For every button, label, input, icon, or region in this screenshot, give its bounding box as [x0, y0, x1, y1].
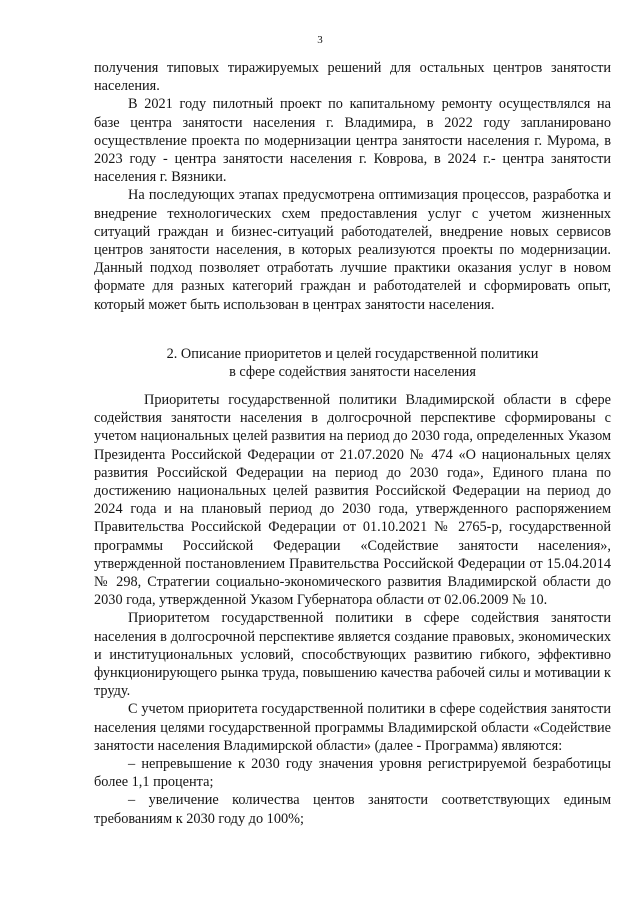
section-heading	[94, 345, 611, 381]
page-number: 3	[317, 34, 323, 46]
paragraph: На последующих этапах предусмотрена оптимизация процессов, разработка и внедрение технологических схем предоставления услуг с учетом жизненных ситуаций граждан и бизнес-ситуаций работодателей, внедрение новых сервисов центров занятости населения, в которых реализуются проекты по модернизации. Данный подход позволяет отработать лучшие практики оказания услуг в новом формате для разных категорий граждан и работодателей и сформировать опыт, который может быть использован в центрах занятости населения.	[94, 187, 611, 313]
paragraph: Приоритетом государственной политики в сфере содействия занятости населения в долгосрочной перспективе является создание правовых, экономических и институциональных условий, способствующих развитию гибкого, эффективно функционирующего рынка труда, повышению качества рабочей силы и мотивации к труду.	[94, 610, 611, 700]
paragraph: С учетом приоритета государственной политики в сфере содействия занятости населения целями государственной программы Владимирской области «Содействие занятости населения Владимирской области» (далее - Программа) являются:	[94, 701, 611, 754]
list-item: – увеличение количества центов занятости соответствующих единым требованиям к 2030 году до 100%;	[94, 792, 611, 827]
paragraph: получения типовых тиражируемых решений для остальных центров занятости населения.	[94, 60, 611, 95]
list-item: – непревышение к 2030 году значения уровня регистрируемой безработицы более 1,1 процента;	[94, 756, 611, 791]
paragraph: В 2021 году пилотный проект по капитальному ремонту осуществлялся на базе центра занятости населения г. Владимира, в 2022 году запланировано осуществление проекта по модернизации центра занятости населения г. Мурома, в 2023 году - центра занятости населения г. Коврова, в 2024 г.- центра занятости населения г. Вязники.	[94, 96, 611, 186]
section-heading-line: в сфере содействия занятости населения	[229, 364, 476, 381]
section-heading-line: 2. Описание приоритетов и целей государственной политики	[166, 346, 539, 362]
section-text-block	[94, 391, 611, 828]
top-text-block	[94, 59, 611, 314]
paragraph: Приоритеты государственной политики Владимирской области в сфере содействия занятости населения в долгосрочной перспективе сформированы с учетом национальных целей развития на период до 2030 года, определенных Указом Президента Российской Федерации от 21.07.2020 № 474 «О национальных целях развития Российской Федерации на период до 2030 года», Единого плана по достижению национальных целей развития Российской Федерации на период до 2024 года и на плановый период до 2030 года, утвержденного распоряжением Правительства Российской Федерации от 01.10.2021 № 2765-р, государственной программы Российской Федерации «Содействие занятости населения», утвержденной постановлением Правительства Российской Федерации от 15.04.2014 № 298, Стратегии социально-экономического развития Владимирской области до 2030 года, утвержденной Указом Губернатора области от 02.06.2009 № 10.	[94, 392, 611, 609]
